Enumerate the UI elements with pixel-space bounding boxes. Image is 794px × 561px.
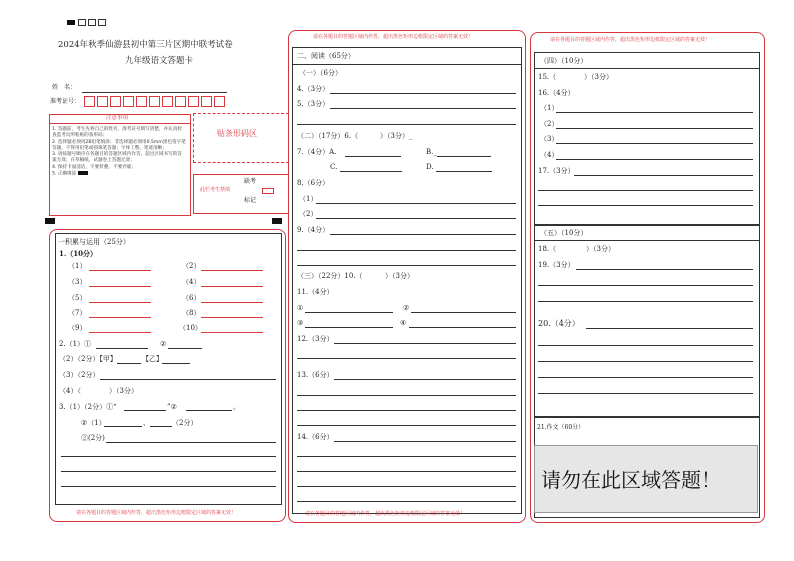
panel-2-inner bbox=[292, 47, 522, 514]
q8-label: 8.（6分） bbox=[297, 179, 330, 187]
q11-label: 11.（4分） bbox=[297, 288, 334, 296]
warning-text: 请在各题目的答题区域内作答，超出黑色矩形边框限定区域的答案无效！ bbox=[76, 510, 237, 516]
q14-line[interactable] bbox=[334, 441, 516, 442]
q18-label-b: ）（3分） bbox=[586, 245, 615, 253]
q3-line[interactable] bbox=[61, 486, 276, 487]
q19-label: 19.（3分） bbox=[538, 261, 575, 269]
q20-line[interactable] bbox=[538, 377, 753, 378]
q4-line[interactable] bbox=[330, 93, 516, 94]
q8-2-label: （2） bbox=[299, 210, 318, 218]
corner-square bbox=[78, 19, 86, 26]
q2-3-line[interactable] bbox=[100, 379, 276, 380]
q9-line[interactable] bbox=[297, 265, 516, 266]
q20-line[interactable] bbox=[586, 328, 753, 329]
section-1-title: 一积累与运用（25分） bbox=[58, 238, 130, 246]
absent-box bbox=[193, 174, 289, 214]
q8-1-line[interactable] bbox=[316, 203, 516, 204]
q3-2-score: （2分） bbox=[172, 419, 198, 427]
part-4-title: （四）（10分） bbox=[540, 57, 588, 65]
q2-2-blank-b[interactable] bbox=[162, 363, 190, 364]
q11-c1: ① bbox=[297, 304, 304, 312]
q2-3-label: （3）（2分） bbox=[59, 371, 100, 379]
warning-text: 请在各题目的答题区域内作答，超出黑色矩形边框限定区域的答案无效！ bbox=[305, 511, 466, 517]
q7-c-line[interactable] bbox=[340, 171, 402, 172]
q17-line[interactable] bbox=[538, 205, 753, 206]
part-3-title: （三）（22分）10.（ bbox=[297, 272, 363, 280]
blank-label: （1） bbox=[68, 262, 87, 270]
q16-item: （3） bbox=[540, 135, 559, 143]
q2-2-label: （2）（2分）【甲】 bbox=[59, 355, 117, 363]
q3-1-blank-a[interactable] bbox=[124, 410, 166, 411]
q16-item: （2） bbox=[540, 120, 559, 128]
q9-label: 9.（4分） bbox=[297, 226, 330, 234]
notes-title: 注意事项 bbox=[106, 115, 129, 121]
q11-line-1[interactable] bbox=[305, 312, 393, 313]
note-item: 2. 选择题必须用2B铅笔填涂；非选择题必须用0.5mm黑色签字笔答题，不得用铅笔或圆珠笔答题；字体工整、笔迹清晰； bbox=[52, 139, 186, 151]
part-3-title-b: ）（3分） bbox=[385, 272, 414, 280]
q2-1-label: 2.（1）① bbox=[59, 340, 92, 348]
blank-7[interactable] bbox=[89, 317, 151, 318]
panel-3-box-1 bbox=[534, 52, 760, 226]
no-answer-text: 请勿在此区域答题！ bbox=[541, 468, 721, 492]
q2-1-blank-b[interactable] bbox=[168, 348, 202, 349]
q3-line[interactable] bbox=[61, 456, 276, 457]
q9-line[interactable] bbox=[297, 250, 516, 251]
blank-label: （5） bbox=[68, 294, 87, 302]
q8-2-line[interactable] bbox=[316, 218, 516, 219]
q7-d-label: D. bbox=[426, 163, 434, 171]
name-label: 姓 名： bbox=[52, 84, 77, 91]
q2-4-label: （4）（ bbox=[59, 387, 81, 395]
q19-line[interactable] bbox=[576, 269, 753, 270]
q3-2-label: ②（1） bbox=[81, 419, 106, 427]
q13-line[interactable] bbox=[297, 425, 516, 426]
q7-d-line[interactable] bbox=[436, 171, 492, 172]
q11-line-4[interactable] bbox=[409, 327, 516, 328]
blank-label: （6） bbox=[182, 294, 201, 302]
blank-label: （8） bbox=[182, 309, 201, 317]
q14-label: 14.（6分） bbox=[297, 433, 334, 441]
q3-1-label-b: ”② bbox=[167, 403, 177, 411]
q3-3-label: ②(2分) bbox=[81, 434, 105, 442]
blank-1[interactable] bbox=[89, 270, 151, 271]
q3-2-sep: 、 bbox=[143, 419, 150, 427]
q13-line[interactable] bbox=[297, 410, 516, 411]
part-1-title: （一）（6分） bbox=[299, 69, 342, 77]
q16-line[interactable] bbox=[556, 112, 753, 113]
part-5-title: （五）（10分） bbox=[540, 229, 588, 237]
blank-8[interactable] bbox=[201, 317, 263, 318]
q14-line[interactable] bbox=[297, 456, 516, 457]
q3-1-label: 3.（1）（2分）①“ bbox=[59, 403, 117, 411]
blank-3[interactable] bbox=[89, 286, 151, 287]
q20-line[interactable] bbox=[538, 345, 753, 346]
note-item: 1. 答题前，考生先将自己的姓名、准考证号填写清楚，并认真检查监考员所粘贴的条形码； bbox=[52, 127, 182, 139]
q4-label: 4.（3分） bbox=[297, 85, 330, 93]
q8-1-label: （1） bbox=[299, 195, 318, 203]
blank-6[interactable] bbox=[201, 302, 263, 303]
absent-label: 缺考 bbox=[244, 178, 257, 185]
warning-text: 请在各题目的答题区域内作答，超出黑色矩形边框限定区域的答案无效！ bbox=[313, 34, 474, 40]
corner-mark bbox=[67, 20, 75, 25]
q21-label: 21.作文（60分） bbox=[537, 424, 585, 431]
corner-square bbox=[88, 19, 96, 26]
q3-1-end: 。 bbox=[233, 403, 240, 411]
q14-line[interactable] bbox=[297, 501, 516, 502]
q7-b-line[interactable] bbox=[437, 156, 491, 157]
q12-line[interactable] bbox=[334, 343, 516, 344]
q20-line[interactable] bbox=[538, 361, 753, 362]
blank-4[interactable] bbox=[201, 286, 263, 287]
q9-line[interactable] bbox=[330, 234, 516, 235]
q3-2-blank-b[interactable] bbox=[150, 426, 172, 427]
q11-c2: ② bbox=[403, 304, 410, 312]
q3-line[interactable] bbox=[61, 471, 276, 472]
q17-line[interactable] bbox=[574, 175, 753, 176]
panel-1-inner bbox=[55, 233, 282, 505]
anchor-mark bbox=[272, 218, 282, 224]
q16-line[interactable] bbox=[556, 143, 753, 144]
q1-title: 1.（10分） bbox=[59, 249, 98, 258]
q3-2-blank-a[interactable] bbox=[104, 426, 142, 427]
q19-line[interactable] bbox=[538, 301, 753, 302]
q11-c4: ④ bbox=[400, 319, 407, 327]
corner-square bbox=[98, 19, 106, 26]
q16-line[interactable] bbox=[556, 128, 753, 129]
part-2-title: （二）（17分）6.（ bbox=[297, 132, 359, 140]
absent-note: 此栏考生禁填 bbox=[200, 187, 231, 193]
q19-line[interactable] bbox=[538, 285, 753, 286]
q16-item: （1） bbox=[540, 104, 559, 112]
note-item: 3. 请按题号顺序在各题目的答题区域内作答，超出区域书写的答案无效；在草稿纸、试题卷上答题无效； bbox=[52, 152, 182, 164]
q18-label: 18.（ bbox=[538, 245, 557, 253]
q16-line[interactable] bbox=[556, 159, 753, 160]
q12-line[interactable] bbox=[297, 358, 516, 359]
q13-line[interactable] bbox=[297, 395, 516, 396]
q17-line[interactable] bbox=[538, 190, 753, 191]
q7-c-label: C. bbox=[330, 163, 338, 171]
notes-list bbox=[52, 127, 186, 178]
blank-label: （2） bbox=[182, 262, 201, 270]
q3-1-blank-b[interactable] bbox=[186, 410, 232, 411]
blank-label: （10） bbox=[179, 324, 202, 332]
q14-line[interactable] bbox=[297, 486, 516, 487]
q20-label: 20.（4分） bbox=[538, 319, 580, 328]
q2-2-blank-a[interactable] bbox=[117, 363, 141, 364]
card-subtitle: 九年级语文答题卡 bbox=[125, 56, 194, 66]
warning-text: 请在各题目的答题区域内作答，超出黑色矩形边框限定区域的答案无效！ bbox=[550, 37, 711, 43]
part-2-title-b: ）（3分）_ bbox=[380, 132, 413, 140]
exam-no-label: 准考证号： bbox=[50, 98, 81, 105]
blank-label: （4） bbox=[182, 278, 201, 286]
note-item: 5. 正确填涂 bbox=[52, 171, 186, 178]
blank-2[interactable] bbox=[201, 270, 263, 271]
barcode-label: 贴条形码区 bbox=[217, 129, 257, 138]
q12-label: 12.（3分） bbox=[297, 335, 334, 343]
blank-9[interactable] bbox=[89, 332, 151, 333]
blank-label: （7） bbox=[68, 309, 87, 317]
q14-line[interactable] bbox=[297, 471, 516, 472]
blank-label: （9） bbox=[68, 324, 87, 332]
q11-line-2[interactable] bbox=[411, 312, 516, 313]
q2-1-blank-a[interactable] bbox=[96, 348, 148, 349]
absent-label-2: 标记 bbox=[244, 197, 257, 204]
q2-1-label-b: ② bbox=[160, 340, 167, 348]
q15-label-b: ）（3分） bbox=[584, 73, 613, 81]
q7-b-label: B._ bbox=[426, 148, 437, 156]
q11-c3: ③ bbox=[297, 319, 304, 327]
q11-line-3[interactable] bbox=[305, 327, 393, 328]
barcode-area bbox=[193, 113, 289, 163]
q13-line[interactable] bbox=[334, 379, 516, 380]
exam-title: 2024年秋季仙游县初中第三片区期中联考试卷 bbox=[58, 40, 233, 50]
q16-label: 16.（4分） bbox=[538, 89, 575, 97]
q7-label: 7.（4分）A. bbox=[297, 148, 337, 156]
q5-line[interactable] bbox=[330, 108, 516, 109]
q2-4-label-b: ）（3分） bbox=[109, 387, 138, 395]
blank-label: （3） bbox=[68, 278, 87, 286]
q7-a-line[interactable] bbox=[345, 156, 401, 157]
q16-item: （4） bbox=[540, 151, 559, 159]
q15-label: 15.（ bbox=[538, 73, 557, 81]
q3-3-line[interactable] bbox=[106, 442, 276, 443]
anchor-mark bbox=[45, 218, 55, 224]
section-2-title: 二、阅读（65分） bbox=[297, 52, 355, 60]
q20-line[interactable] bbox=[538, 393, 753, 394]
q13-label: 13.（6分） bbox=[297, 371, 334, 379]
note-item: 4. 保持卡面清洁，不要折叠、不要弄破； bbox=[52, 164, 136, 170]
blank-10[interactable] bbox=[201, 332, 263, 333]
q2-2-label-b: 【乙】 bbox=[142, 355, 163, 363]
blank-5[interactable] bbox=[89, 302, 151, 303]
q5-label: 5.（3分） bbox=[297, 100, 330, 108]
name-field[interactable] bbox=[82, 92, 227, 93]
absent-checkbox[interactable] bbox=[262, 188, 274, 194]
q5-line[interactable] bbox=[297, 124, 516, 125]
q17-label: 17.（3分） bbox=[538, 167, 575, 175]
